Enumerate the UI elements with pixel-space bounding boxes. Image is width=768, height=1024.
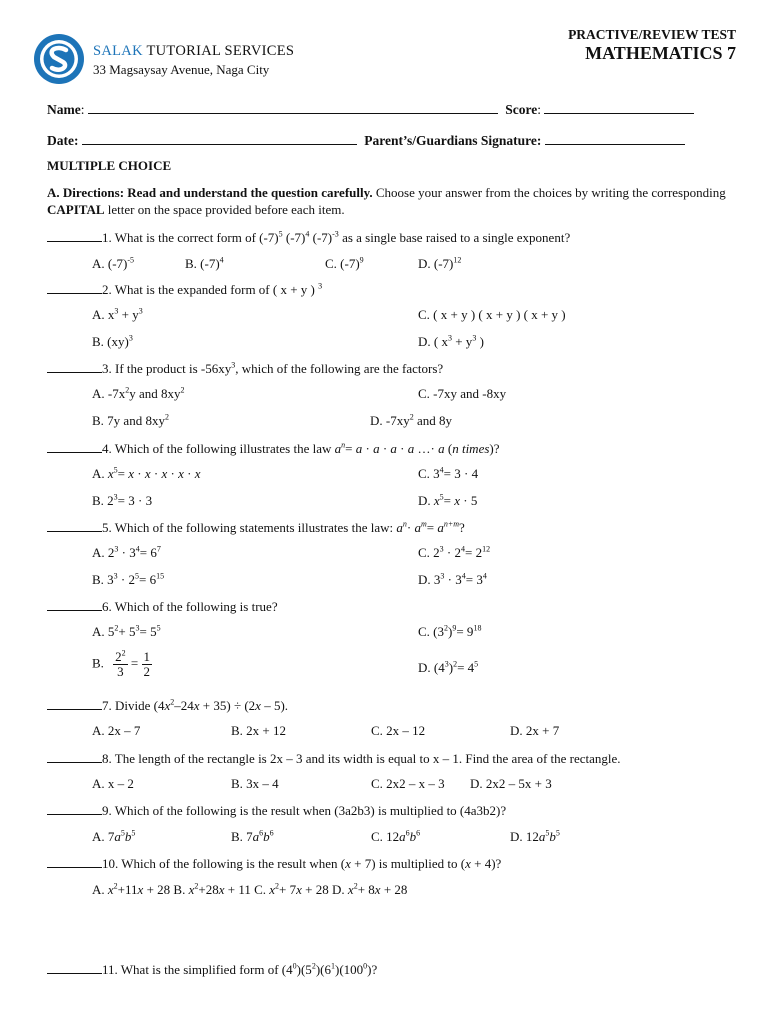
q2-option-d[interactable]: D. ( $x^3 + y^3$ )	[418, 333, 484, 349]
date-row	[47, 132, 685, 149]
brand-name: SALAK TUTORIAL SERVICES	[93, 43, 295, 59]
q6-option-d[interactable]: D. $(4^3)^2= 4^5$	[418, 659, 479, 675]
question-4: 4. Which of the following illustrates the law $a^n= a \cdot a \cdot a \cdot a$ …· a (n times)?	[47, 440, 500, 457]
answer-blank[interactable]	[47, 440, 102, 453]
answer-blank[interactable]	[47, 360, 102, 373]
directions: A. Directions: Read and understand the question carefully. Choose your answer from the choices by writing the corresponding CAPITAL letter on the space provided before each item.	[47, 185, 726, 217]
q4-option-d[interactable]: D. $x^5= x \cdot 5$	[418, 492, 478, 508]
question-2: 2. What is the expanded form of ( x + y ) $^3$	[47, 281, 322, 298]
q9-option-a[interactable]: A. $7a^5b^5$	[92, 828, 136, 844]
answer-blank[interactable]	[47, 855, 102, 868]
question-1: 1. What is the correct form of $(-7)^5$ $(-7)^4$ $(-7)^{-3}$ as a single base raised to a single exponent?	[47, 229, 570, 246]
q9-option-b[interactable]: B. $7a^6b^6$	[231, 828, 274, 844]
q2-option-b[interactable]: B. (xy)$^3$	[92, 333, 133, 349]
q7-option-c[interactable]: C. 2x – 12	[371, 723, 426, 738]
name-field[interactable]	[88, 101, 498, 114]
q3-option-a[interactable]: A. $-7x^2y$ and $8xy^2$	[92, 385, 185, 401]
answer-blank[interactable]	[47, 750, 102, 763]
score-field[interactable]	[544, 101, 694, 114]
question-9: 9. Which of the following is the result when (3a2b3) is multiplied to (4a3b2)?	[47, 802, 506, 819]
q6-option-a[interactable]: A. $5^2+ 5^3= 5^5$	[92, 623, 161, 639]
q6-option-c[interactable]: C. $(3^2)^9= 9^{18}$	[418, 623, 482, 639]
q2-option-a[interactable]: A. $x^3 + y^3$	[92, 306, 143, 322]
q3-option-b[interactable]: B. 7y and $8xy^2$	[92, 412, 169, 428]
section-title: MULTIPLE CHOICE	[47, 158, 172, 173]
answer-blank[interactable]	[47, 519, 102, 532]
q2-option-c[interactable]: C. ( x + y ) ( x + y ) ( x + y )	[418, 307, 566, 322]
signature-field[interactable]	[545, 132, 685, 145]
q7-option-d[interactable]: D. 2x + 7	[510, 723, 560, 738]
question-7: 7. Divide $(4x^2-24x + 35) \div (2x - 5)$.	[47, 697, 288, 714]
q5-option-c[interactable]: C. $2^3 \cdot 2^4= 2^{12}$	[418, 544, 491, 560]
answer-blank[interactable]	[47, 802, 102, 815]
name-label: Name	[47, 102, 81, 117]
answer-blank[interactable]	[47, 961, 102, 974]
q1-option-a[interactable]: A. $(-7)^{-5}$	[92, 255, 135, 271]
question-10: 10. Which of the following is the result when (x + 7) is multiplied to (x + 4)?	[47, 855, 501, 872]
q8-option-d[interactable]: D. 2x2 – 5x + 3	[470, 776, 552, 791]
question-11: 11. What is the simplified form of $(4^0)(5^2)(6^1)(100^0)$?	[47, 961, 377, 978]
q5-option-b[interactable]: B. $3^3 \cdot 2^5= 6^{15}$	[92, 571, 165, 587]
q7-option-a[interactable]: A. 2x – 7	[92, 723, 141, 738]
question-6: 6. Which of the following is true?	[47, 598, 278, 615]
q4-option-a[interactable]: A. $x^5= x \cdot x \cdot x \cdot x \cdot x$	[92, 465, 201, 481]
q7-option-b[interactable]: B. 2x + 12	[231, 723, 287, 738]
test-title: PRACTIVE/REVIEW TEST	[568, 27, 736, 42]
signature-label: Parent’s/Guardians Signature:	[364, 133, 542, 148]
q6-option-b[interactable]: B. $\frac{2^2}{3}$ = $\frac{1}{2}$	[92, 648, 151, 679]
answer-blank[interactable]	[47, 697, 102, 710]
q9-option-d[interactable]: D. $12a^5b^5$	[510, 828, 560, 844]
score-label: Score	[505, 102, 538, 117]
q1-option-b[interactable]: B. $(-7)^4$	[185, 255, 224, 271]
address: 33 Magsaysay Avenue, Naga City	[93, 62, 270, 77]
answer-blank[interactable]	[47, 281, 102, 294]
q3-option-d[interactable]: D. $-7xy^2$ and 8y	[370, 412, 452, 428]
q10-options[interactable]: A. $x^2+11x + 28$ B. $x^2+28x + 11$ C. $x^2+ 7x + 28$ D. $x^2+ 8x + 28$	[92, 881, 408, 897]
date-label: Date:	[47, 133, 79, 148]
answer-blank[interactable]	[47, 229, 102, 242]
q1-option-c[interactable]: C. $(-7)^9$	[325, 255, 364, 271]
q5-option-a[interactable]: A. $2^3 \cdot 3^4= 6^7$	[92, 544, 161, 560]
q4-option-c[interactable]: C. $3^4= 3 \cdot 4$	[418, 465, 479, 481]
question-5: 5. Which of the following statements illustrates the law: $a^n\cdot a^m= a^{n+m}$?	[47, 519, 465, 536]
question-3: 3. If the product is $-56xy^3$, which of the following are the factors?	[47, 360, 443, 377]
q9-option-c[interactable]: C. $12a^6b^6$	[371, 828, 421, 844]
q4-option-b[interactable]: B. $2^3= 3 \cdot 3$	[92, 492, 153, 508]
date-field[interactable]	[82, 132, 357, 145]
q8-option-a[interactable]: A. x – 2	[92, 776, 134, 791]
salak-logo-icon	[33, 33, 85, 85]
q8-option-c[interactable]: C. 2x2 – x – 3	[371, 776, 445, 791]
q3-option-c[interactable]: C. -7xy and -8xy	[418, 386, 507, 401]
subject-title: MATHEMATICS 7	[585, 43, 736, 63]
q1-option-d[interactable]: D. $(-7)^{12}$	[418, 255, 462, 271]
answer-blank[interactable]	[47, 598, 102, 611]
question-8: 8. The length of the rectangle is 2x – 3 and its width is equal to x – 1. Find the area of the rectangle.	[47, 750, 621, 767]
q8-option-b[interactable]: B. 3x – 4	[231, 776, 279, 791]
name-row: Name: Score:	[47, 101, 694, 118]
q5-option-d[interactable]: D. $3^3 \cdot 3^4= 3^4$	[418, 571, 487, 587]
